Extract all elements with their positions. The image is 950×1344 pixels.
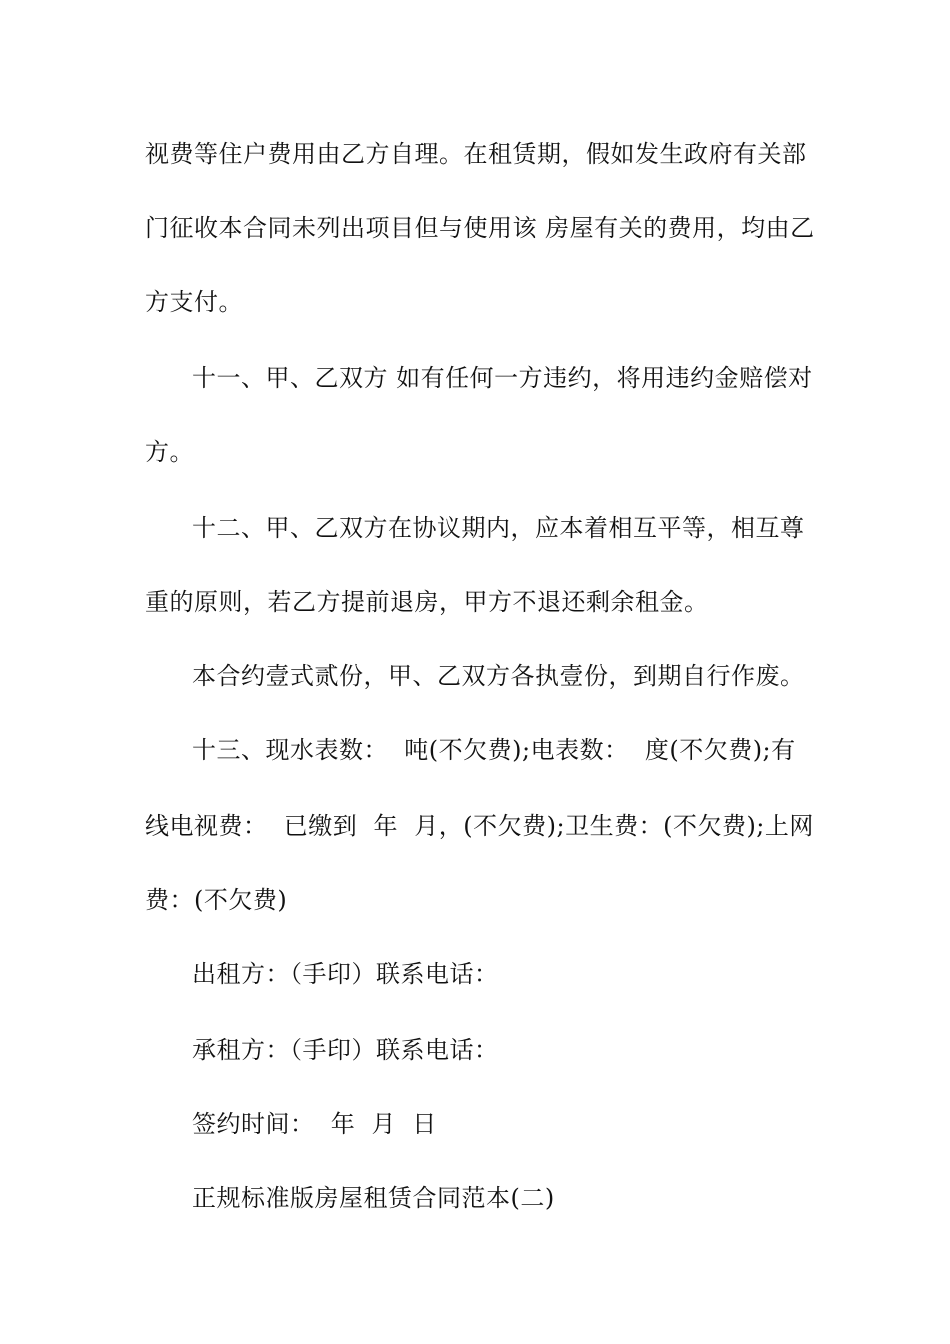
signing-date-line: 签约时间： 年 月 日 [192, 1110, 437, 1138]
lessor-signature-line: 出租方：（手印）联系电话： [192, 960, 499, 988]
paragraph-line: 重的原则，若乙方提前退房，甲方不退还剩余租金。 [145, 588, 709, 616]
paragraph-line: 方。 [145, 438, 194, 466]
paragraph-line: 费：(不欠费) [145, 886, 288, 914]
clause-11-line: 十一、甲、乙双方 如有任何一方违约，将用违约金赔偿对 [192, 364, 813, 392]
clause-12-line: 十二、甲、乙双方在协议期内，应本着相互平等，相互尊 [192, 514, 805, 542]
copies-statement: 本合约壹式贰份，甲、乙双方各执壹份，到期自行作废。 [192, 662, 805, 690]
paragraph-line: 方支付。 [145, 288, 243, 316]
lessee-signature-line: 承租方：（手印）联系电话： [192, 1036, 499, 1064]
section-heading: 正规标准版房屋租赁合同范本(二) [192, 1184, 555, 1212]
paragraph-line: 视费等住户费用由乙方自理。在租赁期，假如发生政府有关部 [145, 140, 807, 168]
paragraph-line: 线电视费： 已缴到 年 月，(不欠费);卫生费：(不欠费);上网 [145, 812, 814, 840]
paragraph-line: 门征收本合同未列出项目但与使用该 房屋有关的费用，均由乙 [145, 214, 815, 242]
clause-13-line: 十三、现水表数： 吨(不欠费);电表数： 度(不欠费);有 [192, 736, 796, 764]
